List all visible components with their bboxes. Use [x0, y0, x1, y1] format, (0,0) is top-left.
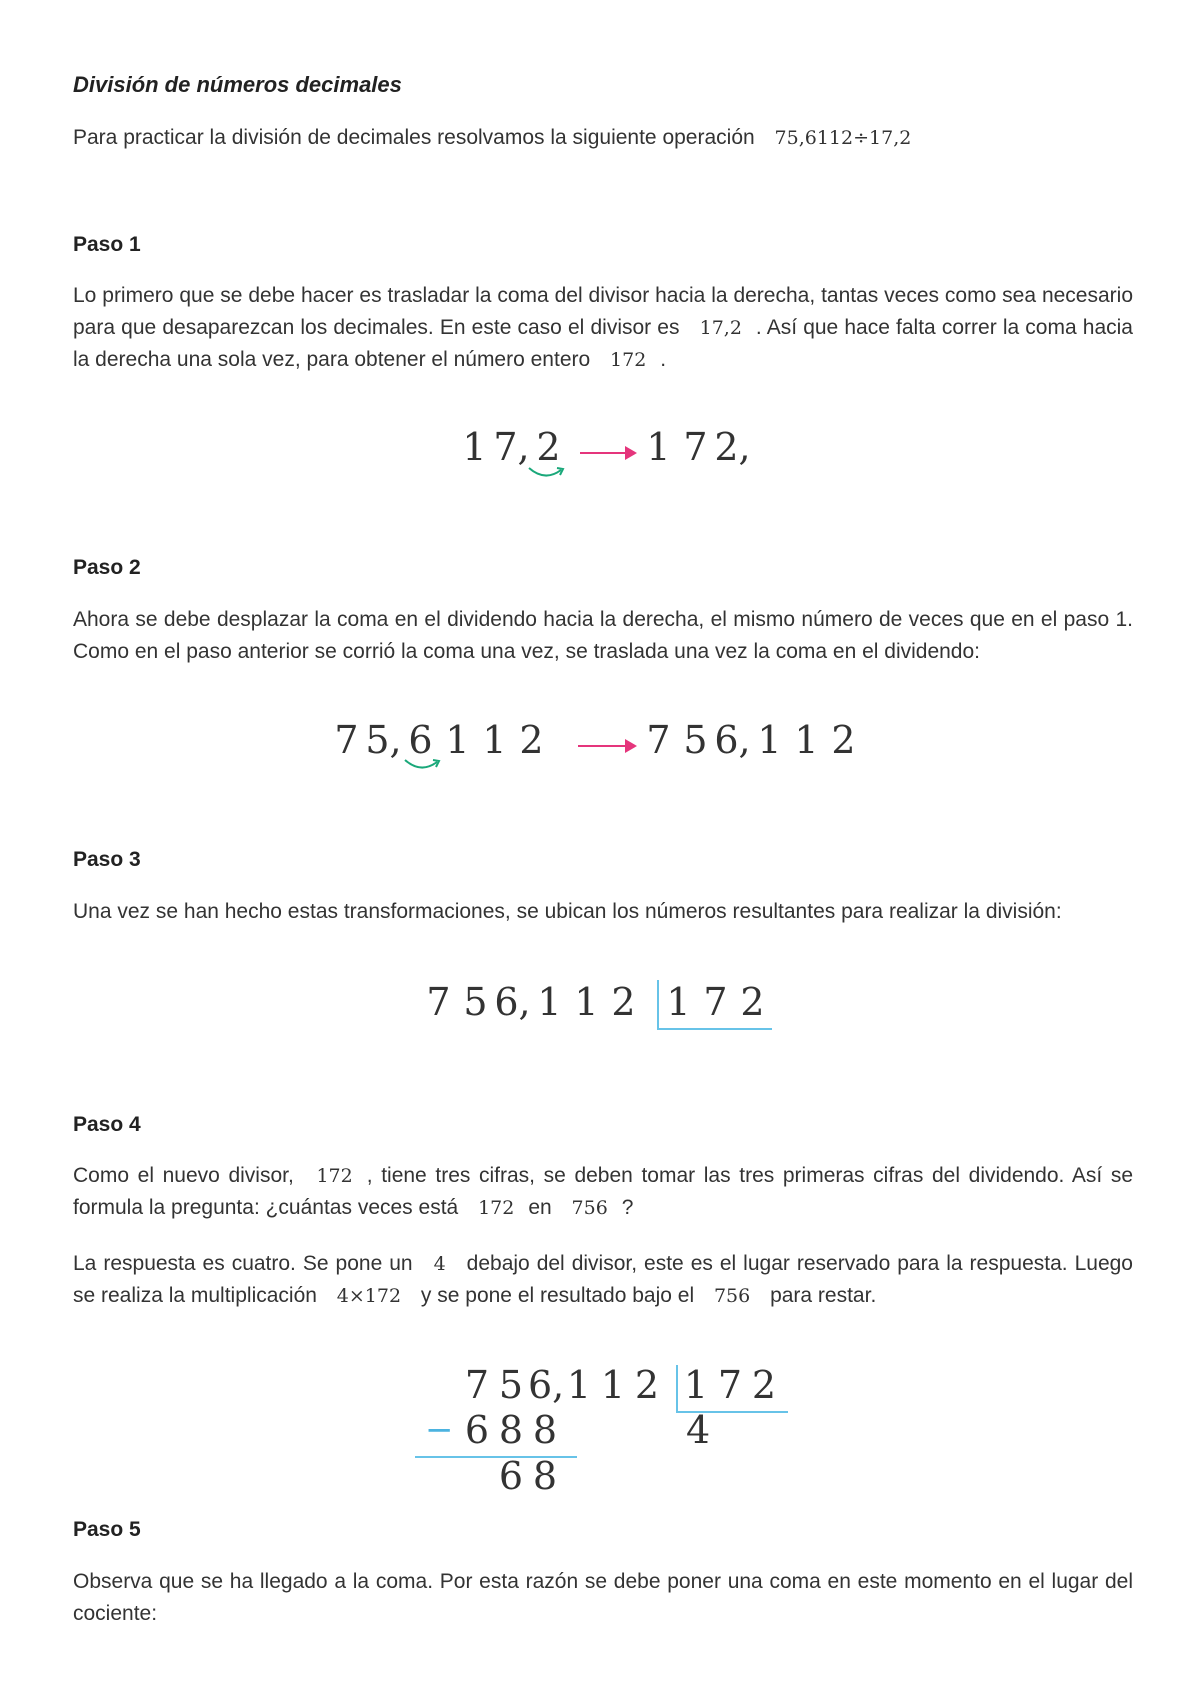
paso4-quotient: 4 [686, 1408, 711, 1452]
digit: 2 [634, 1363, 660, 1407]
paso1-text-b: . Así que hace falta correr la coma hacia la derecha una sola vez, para obtener el número entero [73, 316, 1133, 371]
digit: 1 [600, 1363, 626, 1407]
digit: 1 [462, 425, 487, 469]
paso4-text2-c: y se pone el resultado bajo el [420, 1284, 695, 1307]
digit: 8 [532, 1408, 558, 1452]
digit: 1 [794, 718, 819, 762]
digit: 2 [536, 425, 561, 469]
digit: 6 [408, 718, 433, 762]
digit: 7 [703, 980, 728, 1024]
digit: 6 [498, 1454, 524, 1498]
paso2-figure-left [328, 718, 550, 762]
digit: 1 [482, 718, 507, 762]
digit: 2 [519, 718, 544, 762]
digit: 5 [463, 980, 488, 1024]
digit: 8 [498, 1408, 524, 1452]
paso4-text2-a: La respuesta es cuatro. Se pone un [73, 1252, 413, 1275]
paso4-dividend [460, 1363, 664, 1407]
digit: 8 [532, 1454, 558, 1498]
paso3-paragraph: Una vez se han hecho estas transformaciones, se ubican los números resultantes para realizar la división: [73, 900, 1062, 923]
paso3-heading: Paso 3 [73, 848, 141, 871]
digit: 7 [646, 718, 671, 762]
paso4-value-756: 756 [571, 1197, 608, 1219]
comma-shift-arrow-icon [403, 758, 443, 772]
document-title: División de números decimales [73, 72, 402, 97]
digit: 6, [714, 718, 751, 762]
minus-sign: − [425, 1410, 454, 1450]
digit: 1 [566, 1363, 592, 1407]
transform-arrow-icon [578, 745, 635, 747]
digit: 7 [334, 718, 359, 762]
digit: 6, [494, 980, 531, 1024]
paso1-value-b: 172 [610, 349, 647, 371]
digit: 2 [740, 980, 765, 1024]
paso5-paragraph: Observa que se ha llegado a la coma. Por esta razón se debe poner una coma en este momento en el lugar del cociente: [73, 1570, 1133, 1625]
digit: 1 [683, 1363, 709, 1407]
digit: 5 [498, 1363, 524, 1407]
digit: 2 [751, 1363, 777, 1407]
paso2-heading: Paso 2 [73, 556, 141, 579]
paso3-divisor [660, 980, 771, 1024]
digit: 5, [365, 718, 402, 762]
digit: 1 [646, 425, 671, 469]
paso2-paragraph: Ahora se debe desplazar la coma en el dividendo hacia la derecha, el mismo número de veces que en el paso 1. Como en el paso anterior se corrió la coma una vez, se traslada una vez la coma en el dividendo: [73, 608, 1133, 663]
paso2-figure-right [640, 718, 862, 762]
paso4-divisor [679, 1363, 781, 1407]
digit: 6 [464, 1408, 490, 1452]
paso4-value-4: 4 [433, 1253, 446, 1275]
digit: 1 [757, 718, 782, 762]
paso4-text2-d: para restar. [770, 1284, 877, 1307]
paso4-value-172: 172 [316, 1165, 353, 1187]
paso4-value-172b: 172 [478, 1197, 515, 1219]
intro-text: Para practicar la división de decimales resolvamos la siguiente operación [73, 126, 755, 149]
paso4-value-mult: 4×172 [336, 1285, 402, 1307]
digit: 1 [445, 718, 470, 762]
comma-shift-arrow-icon [527, 466, 567, 480]
paso1-figure-right [640, 425, 751, 469]
paso4-subtrahend [460, 1408, 562, 1452]
paso3-dividend [420, 980, 642, 1024]
transform-arrow-icon [580, 452, 635, 454]
digit: 2 [611, 980, 636, 1024]
paso4-text1-b: , tiene tres cifras, se deben tomar las tres primeras cifras del dividendo. Así se formula la pregunta: ¿cuántas veces está [73, 1164, 1133, 1219]
digit: 7 [464, 1363, 490, 1407]
digit: 1 [666, 980, 691, 1024]
paso1-figure-left [456, 425, 567, 469]
digit: 7 [683, 425, 708, 469]
paso4-value-756b: 756 [713, 1285, 751, 1307]
paso4-paragraph-1 [73, 1160, 1133, 1224]
division-bracket-vertical [657, 980, 659, 1030]
digit: 6, [528, 1363, 565, 1407]
paso4-text1-a: Como el nuevo divisor, [73, 1164, 294, 1187]
paso4-text2-b: debajo del divisor, este es el lugar reservado para la respuesta. Luego se realiza la multiplicación [73, 1252, 1133, 1307]
intro-operation: 75,6112÷17,2 [774, 127, 912, 149]
paso4-remainder [494, 1454, 562, 1498]
intro-paragraph [73, 122, 1133, 154]
paso4-heading: Paso 4 [73, 1113, 141, 1136]
digit: 2, [714, 425, 751, 469]
digit: 7 [426, 980, 451, 1024]
paso1-text-a: Lo primero que se debe hacer es trasladar la coma del divisor hacia la derecha, tantas veces como sea necesario para que desaparezcan los decimales. En este caso el divisor es [73, 284, 1133, 339]
paso1-paragraph [73, 280, 1133, 376]
paso4-paragraph-2 [73, 1248, 1133, 1312]
digit: 1 [574, 980, 599, 1024]
paso4-text1-d: ? [621, 1196, 634, 1219]
digit: 7 [717, 1363, 743, 1407]
paso5-heading: Paso 5 [73, 1518, 141, 1541]
division-bracket-vertical [676, 1365, 678, 1413]
paso1-heading: Paso 1 [73, 233, 141, 256]
digit: 2 [831, 718, 856, 762]
paso1-text-c: . [660, 348, 667, 371]
digit: 7, [493, 425, 530, 469]
paso1-value-a: 17,2 [699, 317, 742, 339]
division-bracket-horizontal [657, 1028, 772, 1030]
paso4-text1-c: en [528, 1196, 552, 1219]
digit: 5 [683, 718, 708, 762]
digit: 1 [537, 980, 562, 1024]
